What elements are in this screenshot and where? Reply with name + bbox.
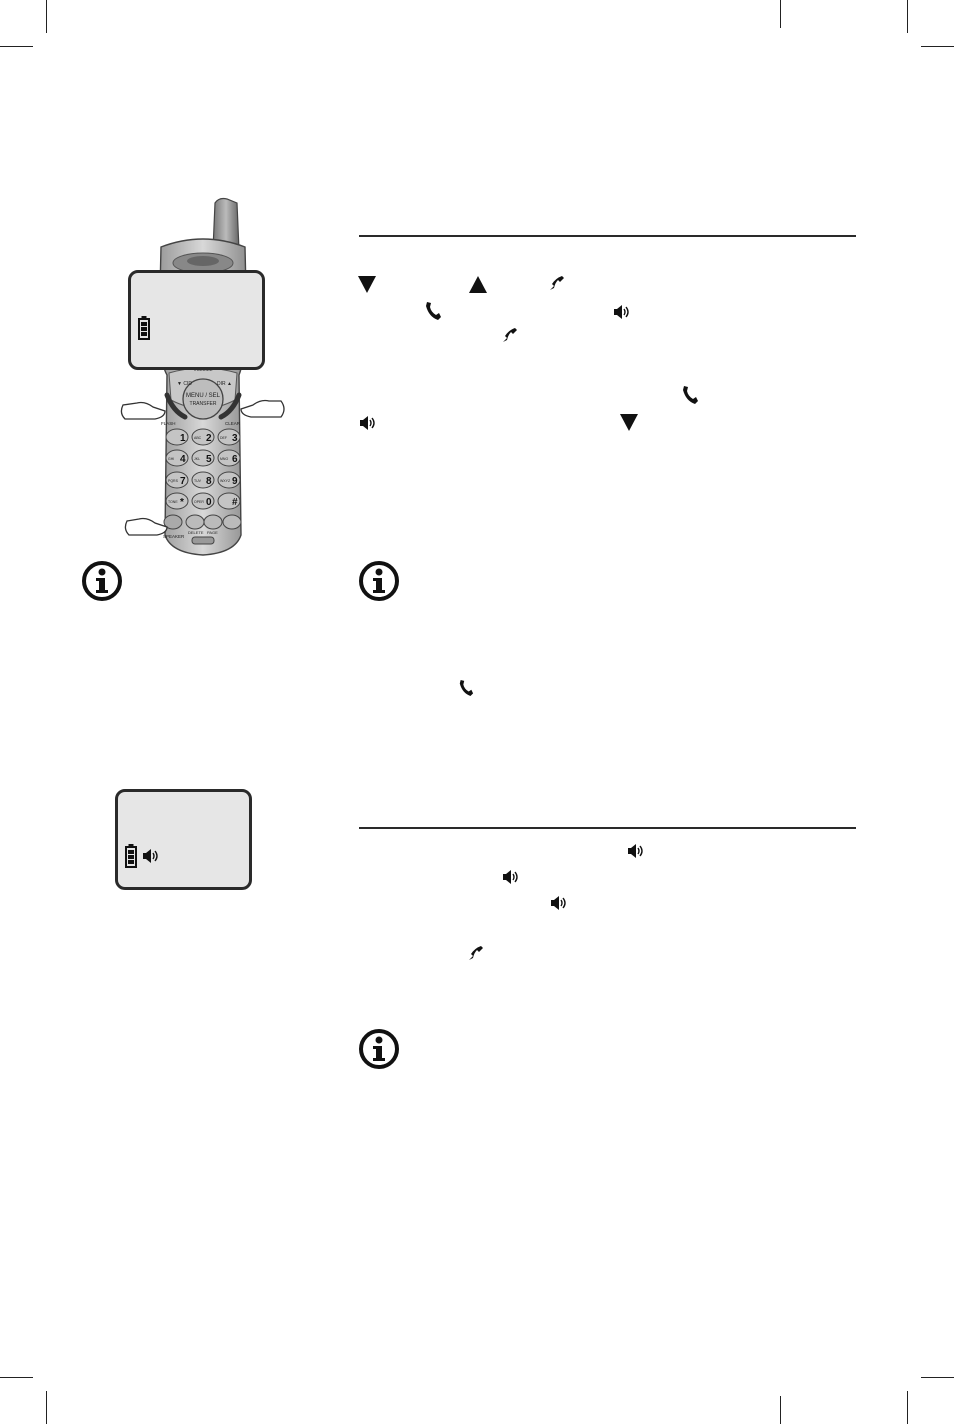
delete-key-label: DELETE	[188, 530, 204, 535]
keypad-key-digit: *	[180, 497, 184, 508]
info-icon	[82, 561, 122, 601]
crop-mark	[0, 1377, 33, 1378]
crop-mark	[46, 0, 47, 33]
handset-illustration	[115, 195, 290, 560]
keypad-key	[192, 450, 214, 466]
keypad-key-digit: 4	[180, 454, 186, 465]
keypad-key	[192, 493, 214, 509]
keypad-key	[192, 429, 214, 445]
keypad-key-digit: 5	[206, 454, 212, 465]
flash-label: FLASH	[161, 421, 176, 426]
phone-on-icon	[424, 301, 442, 321]
keypad-key-digit: 0	[206, 497, 212, 508]
menu-key-label: MENU / SEL	[185, 393, 221, 399]
keypad-key-digit: 2	[206, 433, 212, 444]
keypad-key	[218, 493, 240, 509]
phone-off-icon	[547, 273, 567, 293]
info-icon	[359, 561, 399, 601]
speaker-icon	[142, 849, 162, 863]
handset-display	[128, 270, 265, 370]
keypad-key	[192, 472, 214, 488]
keypad-key-letters: JKL	[194, 457, 201, 461]
keypad-key	[218, 472, 240, 488]
up-arrow-icon	[469, 276, 487, 293]
phone-off-icon	[466, 943, 486, 963]
down-arrow-icon	[620, 414, 638, 431]
keypad-key-digit: 9	[232, 476, 238, 487]
down-arrow-icon	[358, 276, 376, 293]
phone-on-icon	[681, 385, 699, 405]
phone-on-icon	[458, 679, 474, 697]
keypad-key	[166, 429, 188, 445]
keypad-key-letters: DEF	[220, 436, 227, 440]
speaker-icon	[502, 870, 522, 884]
speaker-key-label: SPEAKER	[163, 534, 185, 539]
keypad-key-letters: MNO	[220, 457, 229, 461]
keypad-key-letters: PQRS	[168, 479, 178, 483]
speaker-icon	[359, 416, 379, 430]
keypad-key	[166, 472, 188, 488]
crop-mark	[921, 46, 954, 47]
crop-mark	[907, 0, 908, 33]
keypad-key-digit: 3	[232, 433, 238, 444]
section-rule	[359, 827, 856, 829]
keypad-key-letters: GHI	[168, 457, 175, 461]
battery-icon	[138, 316, 150, 340]
keypad-key-letters: OPER	[194, 500, 204, 504]
pointing-hand-left	[121, 403, 165, 420]
left-nav-label: ▼ CID	[177, 381, 192, 387]
speakerphone-display	[115, 789, 252, 890]
crop-mark	[780, 0, 781, 28]
keypad-key	[218, 450, 240, 466]
keypad-key-digit: 1	[180, 433, 186, 444]
page-key-label: PAGE	[207, 530, 218, 535]
phone-off-icon	[500, 325, 520, 345]
crop-mark	[907, 1391, 908, 1424]
keypad-key-digit: 7	[180, 476, 186, 487]
speaker-icon	[627, 844, 647, 858]
pointing-hand-right	[241, 401, 284, 418]
keypad-key-digit: 6	[232, 454, 238, 465]
keypad-key-digit: 8	[206, 476, 212, 487]
keypad-key	[166, 450, 188, 466]
clear-label: CLEAR	[225, 421, 241, 426]
keypad-key	[166, 493, 188, 509]
crop-mark	[921, 1377, 954, 1378]
keypad-key	[218, 429, 240, 445]
keypad-key-letters: ABC	[194, 436, 202, 440]
keypad-key-letters: TONE	[168, 500, 178, 504]
keypad-key-letters: WXYZ	[220, 479, 231, 483]
crop-mark	[0, 46, 33, 47]
section-rule	[359, 235, 856, 237]
speaker-icon	[550, 896, 570, 910]
battery-icon	[125, 844, 137, 868]
crop-mark	[780, 1396, 781, 1424]
info-icon	[359, 1029, 399, 1069]
speaker-icon	[613, 305, 633, 319]
crop-mark	[46, 1391, 47, 1424]
keypad-key-digit: #	[232, 497, 238, 508]
pointing-hand-speaker	[125, 519, 167, 536]
transfer-key-label: TRANSFER	[189, 401, 217, 407]
right-nav-label: DIR ▲	[217, 381, 232, 387]
keypad-key-letters: TUV	[194, 479, 201, 483]
